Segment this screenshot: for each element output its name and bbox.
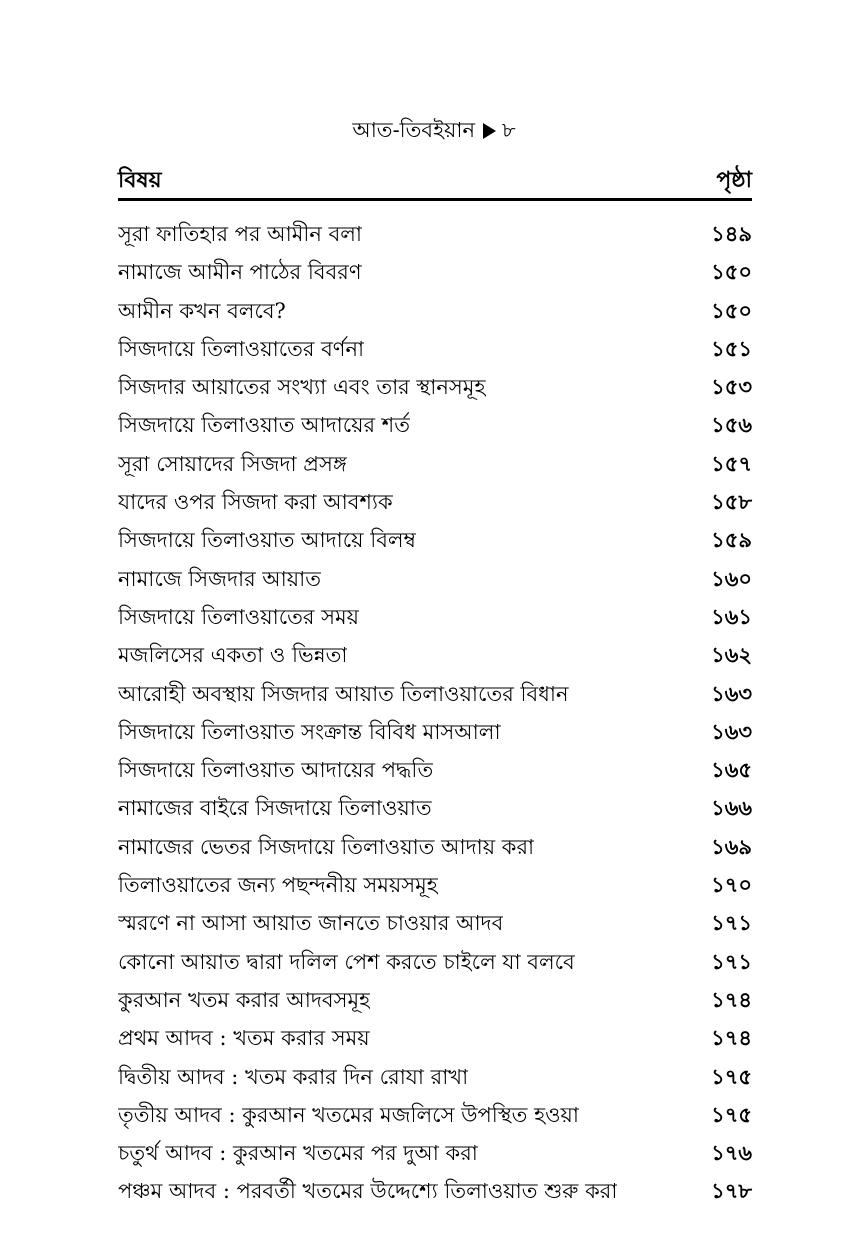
toc-entry	[118, 1061, 752, 1099]
toc-entry-page: ১৬৯	[711, 833, 752, 859]
toc-entry-title: কোনো আয়াত দ্বারা দলিল পেশ করতে চাইলে যা বলবে	[118, 949, 575, 974]
toc-entry-title: নামাজে সিজদার আয়াত	[118, 566, 322, 591]
toc-entry	[118, 371, 752, 409]
toc-entry-page: ১৭১	[711, 948, 752, 974]
toc-entry-title: সিজদায়ে তিলাওয়াত আদায়ের শর্ত	[118, 413, 410, 438]
toc-entry-page: ১৬৬	[711, 795, 752, 821]
toc-entry-page: ১৭১	[711, 910, 752, 936]
toc-entry-page: ১৭৫	[711, 1101, 752, 1127]
toc-entry	[118, 524, 752, 562]
toc-entry-title: দ্বিতীয় আদব : খতম করার দিন রোযা রাখা	[118, 1064, 469, 1089]
toc-entry-title: মজলিসের একতা ও ভিন্নতা	[118, 643, 348, 668]
toc-entry-title: সিজদায়ে তিলাওয়াত আদায়ের পদ্ধতি	[118, 758, 434, 783]
toc-entry-title: প্রথম আদব : খতম করার সময়	[118, 1026, 370, 1051]
subject-heading: বিষয়	[118, 167, 162, 193]
triangle-arrow-icon	[483, 123, 496, 139]
toc-entry-title: তৃতীয় আদব : কুরআন খতমের মজলিসে উপস্থিত হওয়া	[118, 1102, 580, 1127]
page-heading: পৃষ্ঠা	[716, 167, 752, 193]
toc-entry-title: সিজদায়ে তিলাওয়াতের সময়	[118, 604, 360, 629]
toc-entry-page: ১৭৫	[711, 1063, 752, 1089]
toc-entry	[118, 295, 752, 333]
heading-rule	[118, 198, 752, 201]
toc-entry-title: সিজদার আয়াতের সংখ্যা এবং তার স্থানসমূহ	[118, 375, 486, 400]
column-headings	[118, 166, 752, 200]
toc-entry	[118, 409, 752, 447]
toc-entry	[118, 678, 752, 716]
toc-entry	[118, 486, 752, 524]
toc-entry-page: ১৫৯	[711, 527, 752, 553]
toc-entry	[118, 792, 752, 830]
toc-entry-page: ১৬৫	[711, 757, 752, 783]
toc-entry-page: ১৭৮	[711, 1178, 752, 1204]
toc-entry	[118, 1175, 752, 1213]
toc-entry-page: ১৫৩	[711, 374, 752, 400]
toc-entry-title: নামাজে আমীন পাঠের বিবরণ	[118, 260, 362, 285]
toc-entry	[118, 946, 752, 984]
toc-entry-page: ১৫১	[711, 335, 752, 361]
book-title: আত-তিবইয়ান	[352, 118, 476, 142]
toc-entry	[118, 831, 752, 869]
toc-entry	[118, 448, 752, 486]
toc-entry-page: ১৫৬	[711, 412, 752, 438]
toc-entry-title: সিজদায়ে তিলাওয়াত আদায়ে বিলম্ব	[118, 528, 416, 553]
toc-entry-page: ১৫০	[711, 259, 752, 285]
toc-entry-title: সিজদায়ে তিলাওয়াত সংক্রান্ত বিবিধ মাসআলা	[118, 719, 501, 744]
toc-entry	[118, 333, 752, 371]
toc-entry	[118, 256, 752, 294]
table-of-contents	[118, 218, 752, 1214]
toc-entry-title: সিজদায়ে তিলাওয়াতের বর্ণনা	[118, 336, 365, 361]
toc-entry	[118, 716, 752, 754]
toc-entry-title: পঞ্চম আদব : পরবর্তী খতমের উদ্দেশ্যে তিলাওয়াত শুরু করা	[118, 1179, 618, 1204]
toc-entry-page: ১৫০	[711, 297, 752, 323]
toc-entry-page: ১৭৪	[711, 1025, 752, 1051]
toc-entry-title: কুরআন খতম করার আদবসমূহ	[118, 987, 371, 1012]
toc-entry-page: ১৭০	[711, 872, 752, 898]
toc-entry-page: ১৬১	[711, 603, 752, 629]
toc-entry-page: ১৭৬	[711, 1140, 752, 1166]
toc-entry-title: নামাজের বাইরে সিজদায়ে তিলাওয়াত	[118, 796, 432, 821]
toc-entry-title: আরোহী অবস্থায় সিজদার আয়াত তিলাওয়াতের বিধান	[118, 681, 569, 706]
toc-entry-title: চতুর্থ আদব : কুরআন খতমের পর দুআ করা	[118, 1141, 478, 1166]
toc-entry-page: ১৫৮	[711, 489, 752, 515]
toc-entry	[118, 1022, 752, 1060]
toc-entry-page: ১৫৭	[711, 450, 752, 476]
toc-entry-title: স্মরণে না আসা আয়াত জানতে চাওয়ার আদব	[118, 911, 504, 936]
toc-entry-page: ১৬২	[711, 642, 752, 668]
toc-entry-title: সূরা সোয়াদের সিজদা প্রসঙ্গ	[118, 451, 347, 476]
toc-entry	[118, 984, 752, 1022]
toc-entry	[118, 601, 752, 639]
toc-entry	[118, 218, 752, 256]
toc-entry-title: সূরা ফাতিহার পর আমীন বলা	[118, 222, 363, 246]
toc-entry	[118, 869, 752, 907]
toc-entry-title: নামাজের ভেতর সিজদায়ে তিলাওয়াত আদায় করা	[118, 834, 535, 859]
toc-entry-page: ১৪৯	[711, 221, 752, 246]
toc-entry-page: ১৬৩	[711, 680, 752, 706]
toc-entry	[118, 639, 752, 677]
toc-entry-page: ১৬০	[711, 565, 752, 591]
toc-entry-page: ১৭৪	[711, 986, 752, 1012]
page-number: ৮	[502, 118, 516, 142]
toc-entry-title: তিলাওয়াতের জন্য পছন্দনীয় সময়সমূহ	[118, 873, 438, 898]
toc-entry	[118, 754, 752, 792]
running-header	[0, 116, 868, 144]
toc-entry	[118, 1099, 752, 1137]
toc-entry-title: যাদের ওপর সিজদা করা আবশ্যক	[118, 490, 393, 515]
toc-entry	[118, 1137, 752, 1175]
toc-entry	[118, 907, 752, 945]
toc-entry-title: আমীন কখন বলবে?	[118, 298, 286, 323]
toc-entry-page: ১৬৩	[711, 718, 752, 744]
toc-entry	[118, 563, 752, 601]
